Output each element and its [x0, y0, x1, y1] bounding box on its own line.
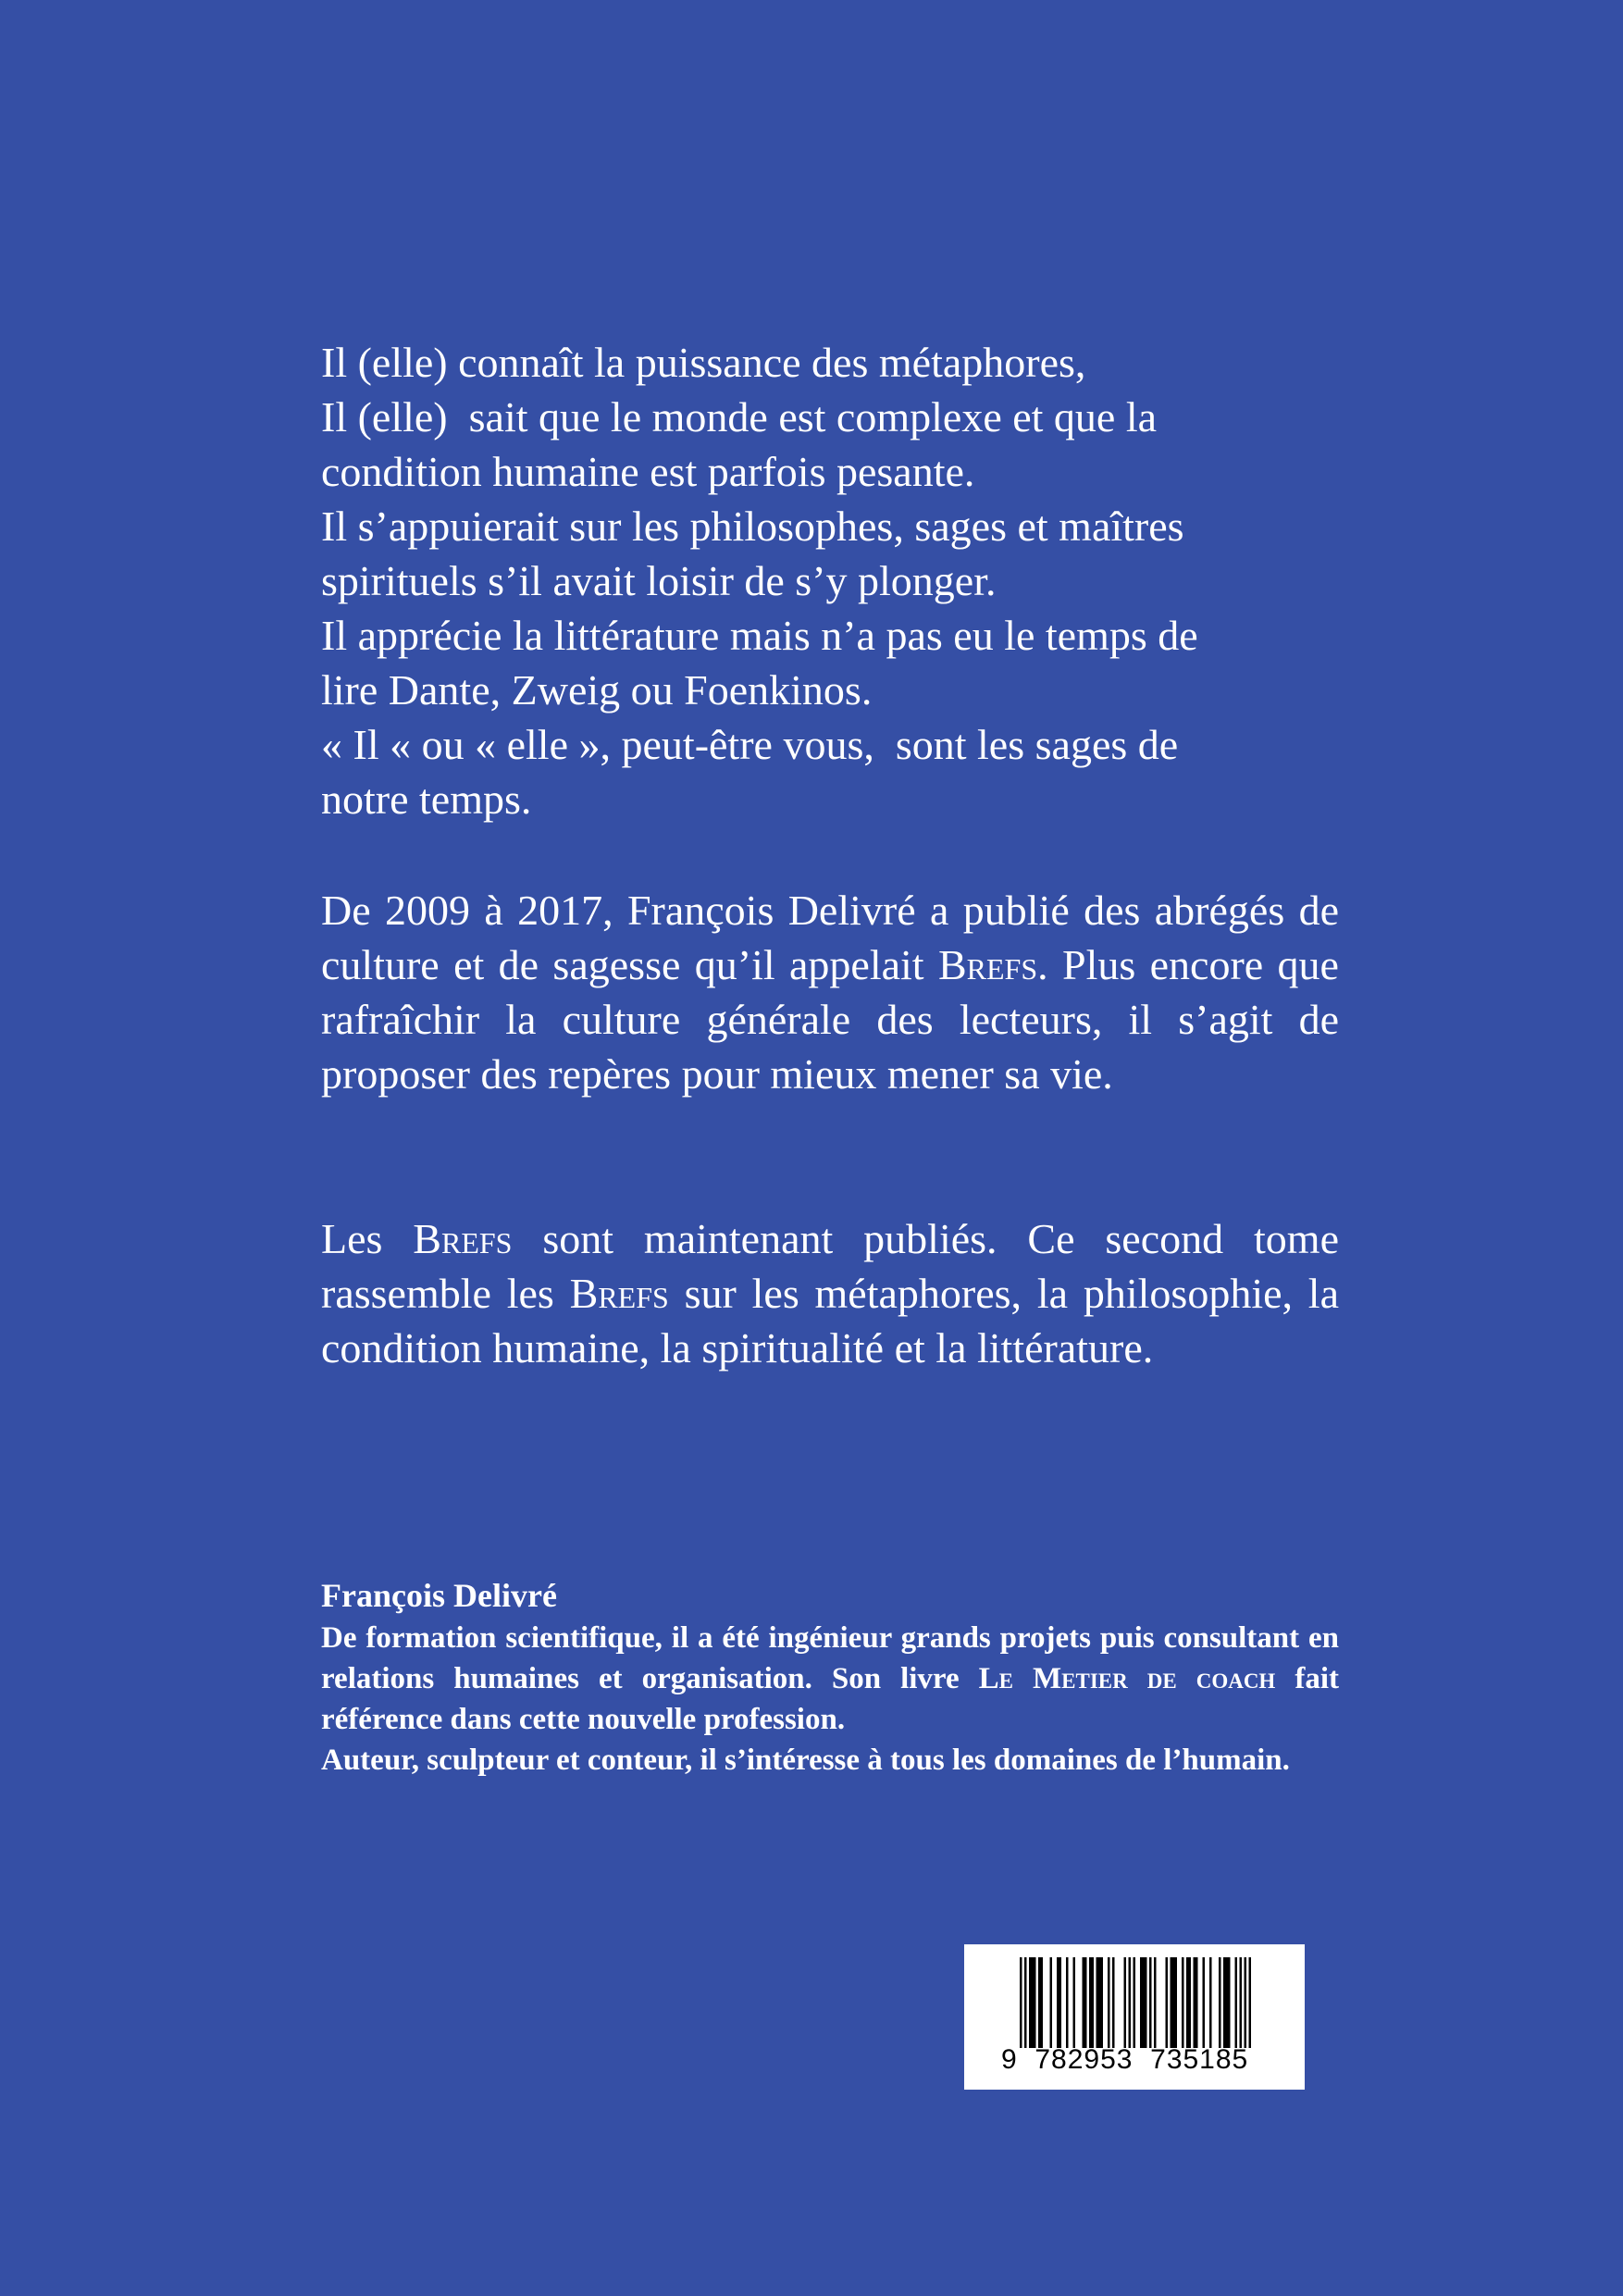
barcode-bar [1089, 1957, 1094, 2048]
barcode-bar [1171, 1957, 1178, 2048]
barcode-bar [1166, 1957, 1169, 2048]
barcode-bar [1149, 1957, 1152, 2048]
paragraph-text: De 2009 à 2017, François Delivré a publié des abrégés de culture et de sagesse qu’il appelait [321, 887, 1339, 988]
paragraph-history [321, 883, 1339, 1101]
barcode-bar [1083, 1957, 1087, 2048]
intro-line: Il s’appuierait sur les philosophes, sages et maîtres [321, 503, 1184, 550]
author-bio-text: De formation scientifique, il a été ingénieur grands projets puis consultant en relations humaines et organisation. Son livre [321, 1621, 1339, 1695]
barcode-bar [1112, 1957, 1115, 2048]
barcode-bar [1209, 1957, 1212, 2048]
intro-line: notre temps. [321, 776, 532, 823]
barcode-bar [1235, 1957, 1238, 2048]
author-name: François Delivré [321, 1577, 557, 1614]
brefs-label: Brefs [413, 1215, 513, 1262]
paragraph-text: . Plus encore que rafraîchir la culture générale des lecteurs, il s’agit de proposer des repères pour mieux mener sa vie. [321, 941, 1339, 1098]
intro-line: Il (elle) connaît la puissance des métaphores, [321, 339, 1086, 386]
barcode-bar [1020, 1957, 1022, 2048]
barcode-bar [1073, 1957, 1076, 2048]
barcode-bar [1245, 1957, 1247, 2048]
barcode-bar [1223, 1957, 1231, 2048]
barcode-bar [1108, 1957, 1110, 2048]
author-bio-text: fait référence dans cette nouvelle profession. [321, 1662, 1339, 1736]
brefs-label: Brefs [937, 941, 1038, 988]
barcode [964, 1944, 1305, 2090]
intro-line: lire Dante, Zweig ou Foenkinos. [321, 666, 873, 714]
barcode-bar [1129, 1957, 1132, 2048]
paragraph-text: sont maintenant publiés. Ce second tome rassemble les [321, 1215, 1339, 1317]
brefs-label: Brefs [569, 1270, 669, 1317]
barcode-bar [1182, 1957, 1184, 2048]
barcode-number: 9 782953 735185 [1001, 2044, 1249, 2075]
intro-line: Il (elle) sait que le monde est complexe et que la [321, 393, 1158, 441]
barcode-bar [1050, 1957, 1053, 2048]
paragraph-text: Les [321, 1215, 414, 1262]
barcode-bar [1134, 1957, 1136, 2048]
barcode-bar [1029, 1957, 1036, 2048]
paragraph-tome [321, 1211, 1339, 1375]
paragraph-text: sur les métaphores, la philosophie, la condition humaine, la spiritualité et la littérature. [321, 1270, 1340, 1371]
barcode-bar [1140, 1957, 1147, 2048]
barcode-bar [1154, 1957, 1157, 2048]
barcode-bar [1038, 1957, 1043, 2048]
barcode-bar [1203, 1957, 1206, 2048]
intro-line: spirituels s’il avait loisir de s’y plonger. [321, 557, 997, 604]
barcode-bars [1020, 1957, 1251, 2048]
barcode-bar [1096, 1957, 1104, 2048]
barcode-bar [1249, 1957, 1252, 2048]
barcode-bar [1066, 1957, 1069, 2048]
barcode-bar [1194, 1957, 1198, 2048]
barcode-bar [1186, 1957, 1191, 2048]
intro-line: « Il « ou « elle », peut-être vous, sont les sages de [321, 721, 1179, 768]
book-title: Le Metier de coach [978, 1662, 1276, 1695]
intro-line: Il apprécie la littérature mais n’a pas eu le temps de [321, 612, 1198, 659]
barcode-bar [1219, 1957, 1221, 2048]
barcode-bar [1024, 1957, 1027, 2048]
author-bio-second: Auteur, sculpteur et conteur, il s’intéresse à tous les domaines de l’humain. [321, 1744, 1290, 1777]
author-section [321, 1573, 1339, 1781]
intro-text [321, 335, 1339, 826]
intro-line: condition humaine est parfois pesante. [321, 448, 975, 495]
barcode-bar [1057, 1957, 1061, 2048]
barcode-bar [1240, 1957, 1243, 2048]
barcode-bar [1124, 1957, 1127, 2048]
author-bio [321, 1618, 1339, 1740]
